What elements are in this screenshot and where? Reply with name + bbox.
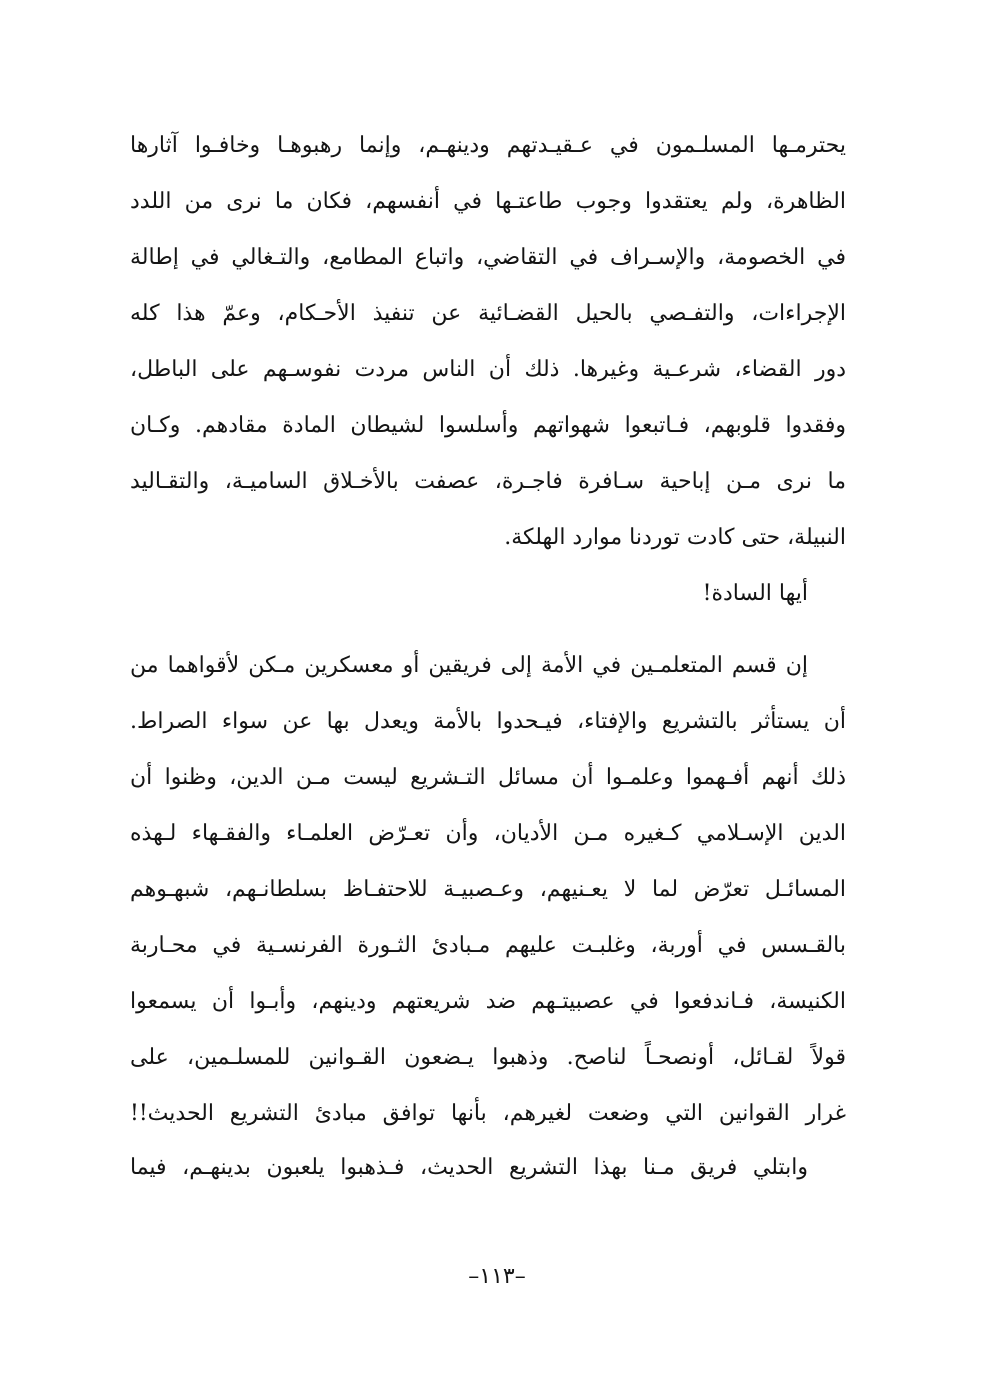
paragraph-line: وابتلي فريق مـنا بهذا التشريع الحديث، فـذهبوا يلعبون بدينهـم، فيما bbox=[130, 1155, 808, 1180]
paragraph-line: وفقدوا قلوبهم، فـاتبعوا شهواتهم وأسلسوا لشيطان المادة مقادهم. وكـان bbox=[130, 413, 846, 438]
heading-text: أيها السادة! bbox=[702, 581, 808, 606]
paragraph-line: إن قسم المتعلمـين في الأمة إلى فريقين أو معسكرين مـكن لأقواهما من bbox=[130, 653, 808, 678]
page-number: –١١٣– bbox=[468, 1264, 526, 1289]
paragraph-line: الكنيسة، فـاندفعوا في عصبيتـهم ضد شريعتهم ودينهم، وأبـوا أن يسمعوا bbox=[130, 989, 846, 1014]
paragraph-line: بالقـسس في أوربة، وغلبـت عليهم مـبادئ الثـورة الفرنسـية في محـاربة bbox=[130, 933, 846, 958]
paragraph-line: في الخصومة، والإسـراف في التقاضي، واتباع المطامع، والتـغالي في إطالة bbox=[130, 245, 846, 270]
section-heading bbox=[130, 566, 846, 622]
paragraph-2 bbox=[130, 638, 846, 1142]
paragraph-3 bbox=[130, 1140, 846, 1196]
paragraph-line: ذلك أنهم أفـهموا وعلمـوا أن مسائل التـشريع ليست مـن الدين، وظنوا أن bbox=[130, 765, 846, 790]
paragraph-1 bbox=[130, 118, 846, 566]
paragraph-line: غرار القوانين التي وضعت لغيرهم، بأنها توافق مبادئ التشريع الحديث!! bbox=[130, 1101, 846, 1126]
paragraph-line: المسائـل تعرّض لما لا يعـنيهم، وعـصبيـة للاحتفـاظ بسلطانـهم، شبهـوهم bbox=[130, 877, 846, 902]
paragraph-line: الظاهرة، ولم يعتقدوا وجوب طاعتـها في أنفسهم، فكان ما نرى من اللدد bbox=[130, 189, 846, 214]
paragraph-line: يحترمـها المسلـمون في عـقيـدتهم ودينهـم، وإنما رهبوهـا وخافـوا آثارها bbox=[130, 133, 846, 158]
paragraph-line: الدين الإسـلامي كـغيره مـن الأديان، وأن تعـرّض العلمـاء والفقـهاء لـهذه bbox=[130, 821, 846, 846]
paragraph-line: قولاً لقـائل، أونصحـاً لناصح. وذهبوا يـضعون القـوانين للمسلـمين، على bbox=[130, 1045, 846, 1070]
paragraph-line: دور القضاء، شرعـية وغيرها. ذلك أن الناس مردت نفوسـهم على الباطل، bbox=[130, 357, 846, 382]
paragraph-line: النبيلة، حتى كادت توردنا موارد الهلكة. bbox=[504, 525, 846, 550]
paragraph-line: أن يستأثر بالتشريع والإفتاء، فيـحدوا بالأمة ويعدل بها عن سواء الصراط. bbox=[130, 709, 846, 734]
paragraph-line: ما نرى مـن إباحية سـافرة فاجـرة، عصفت بالأخـلاق الساميـة، والتقـاليد bbox=[130, 469, 846, 494]
paragraph-line: الإجراءات، والتفـصي بالحيل القضـائية عن تنفيذ الأحـكام، وعمّ هذا كله bbox=[130, 301, 846, 326]
